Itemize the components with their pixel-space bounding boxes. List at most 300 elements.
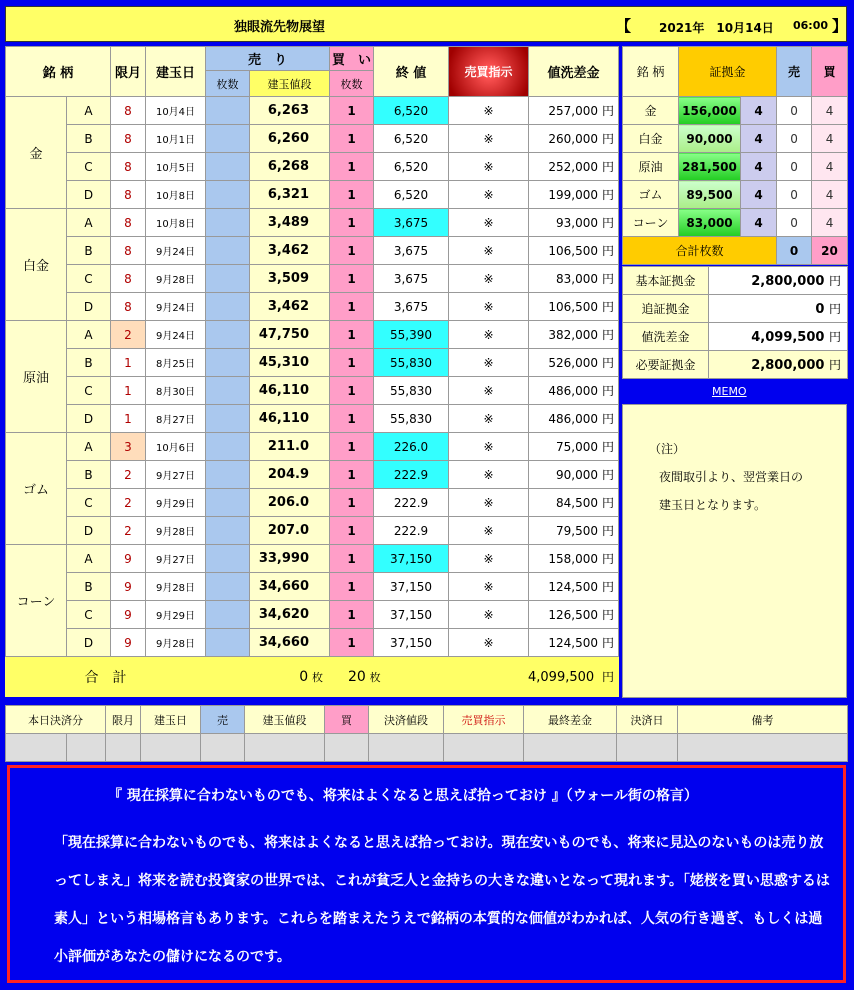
summary-row — [623, 153, 848, 181]
settle-col: 売 — [201, 706, 245, 734]
page-title: 独眼流先物展望 — [234, 20, 326, 35]
sell-qty — [206, 405, 250, 433]
summary-total-sell: 0 — [777, 237, 812, 265]
signal-mark: ※ — [449, 433, 529, 461]
settle-col: 建玉値段 — [245, 706, 325, 734]
pnl-cell — [529, 321, 619, 349]
pnl-value: 124,500 — [548, 580, 598, 594]
yen-unit: 円 — [602, 580, 615, 594]
summary-row — [623, 209, 848, 237]
yen-unit: 円 — [602, 524, 615, 538]
sell-qty — [206, 265, 250, 293]
sell-qty — [206, 433, 250, 461]
yen-unit: 円 — [828, 330, 841, 344]
fund-label: 基本証拠金 — [623, 267, 709, 295]
buy-qty: 1 — [330, 237, 374, 265]
total-sell-value: 0 — [299, 668, 309, 685]
position-price: 3,462 — [250, 237, 330, 265]
close-price: 3,675 — [374, 209, 449, 237]
summary-lots: 4 — [741, 97, 777, 125]
summary-buy: 4 — [812, 181, 848, 209]
position-date: 9月28日 — [146, 629, 206, 657]
pnl-value: 382,000 — [548, 328, 598, 342]
sell-qty — [206, 209, 250, 237]
fund-row — [623, 351, 848, 379]
fund-row — [623, 267, 848, 295]
buy-qty: 1 — [330, 349, 374, 377]
signal-mark: ※ — [449, 377, 529, 405]
quote-body: 「現在採算に合わないものでも、将来はよくなると思えば拾っておけ。現在安いものでも、将来に見込のないものは売り放ってしまえ」将来を読む投資家の世界では、これが貧乏人と金持ちの大きな違いとなって現れます。「姥桜を買い思惑するは素人」という相場格言もあります。これらを踏まえたうえで銘柄の本質的な価値がわかれば、人気の行き過ぎ、もしくは過小評価があなたの儲けになるのです。 — [54, 835, 830, 965]
sell-qty — [206, 601, 250, 629]
close-price: 55,830 — [374, 349, 449, 377]
commodity-name: コーン — [6, 545, 67, 657]
close-price: 37,150 — [374, 545, 449, 573]
fund-label: 追証拠金 — [623, 295, 709, 323]
summary-margin: 83,000 — [679, 209, 741, 237]
quote-box — [7, 765, 846, 983]
buy-qty: 1 — [330, 601, 374, 629]
pnl-value: 486,000 — [548, 384, 598, 398]
memo-line-2: 夜間取引より、翌営業日の — [659, 470, 804, 484]
fund-row — [623, 295, 848, 323]
signal-mark: ※ — [449, 489, 529, 517]
table-row — [6, 181, 619, 209]
buy-qty: 1 — [330, 489, 374, 517]
sell-qty — [206, 125, 250, 153]
settle-empty-cell — [141, 734, 201, 762]
pnl-cell — [529, 265, 619, 293]
row-label: D — [67, 293, 111, 321]
sell-qty — [206, 153, 250, 181]
settle-empty-cell — [325, 734, 369, 762]
settle-col: 売買指示 — [444, 706, 524, 734]
summary-name: 金 — [623, 97, 679, 125]
funds-table — [622, 266, 848, 379]
summary-sell: 0 — [777, 153, 812, 181]
pnl-cell — [529, 237, 619, 265]
buy-qty: 1 — [330, 293, 374, 321]
buy-qty: 1 — [330, 517, 374, 545]
settle-col: 備考 — [678, 706, 848, 734]
position-price: 207.0 — [250, 517, 330, 545]
position-date: 10月5日 — [146, 153, 206, 181]
commodity-name: 白金 — [6, 209, 67, 321]
buy-qty: 1 — [330, 97, 374, 125]
yen-unit: 円 — [602, 412, 615, 426]
yen-unit: 円 — [602, 608, 615, 622]
summary-lots: 4 — [741, 181, 777, 209]
position-date: 8月25日 — [146, 349, 206, 377]
buy-qty: 1 — [330, 181, 374, 209]
signal-mark: ※ — [449, 461, 529, 489]
yen-unit: 円 — [602, 132, 615, 146]
settlement-table — [5, 705, 848, 762]
position-date: 9月28日 — [146, 517, 206, 545]
row-label: A — [67, 209, 111, 237]
close-price: 6,520 — [374, 181, 449, 209]
contract-month: 8 — [111, 181, 146, 209]
summary-buy: 4 — [812, 153, 848, 181]
position-price: 3,509 — [250, 265, 330, 293]
row-label: A — [67, 433, 111, 461]
settle-empty-cell — [245, 734, 325, 762]
buy-qty: 1 — [330, 573, 374, 601]
row-label: D — [67, 629, 111, 657]
settle-col: 決済値段 — [369, 706, 444, 734]
col-tategyokubi: 建玉日 — [146, 47, 206, 97]
position-price: 206.0 — [250, 489, 330, 517]
pnl-value: 93,000 — [556, 216, 598, 230]
position-price: 6,268 — [250, 153, 330, 181]
sell-qty — [206, 181, 250, 209]
summary-name: 原油 — [623, 153, 679, 181]
table-row — [6, 349, 619, 377]
header-date: 2021年 10月14日 — [659, 21, 774, 35]
summary-col-buy: 買 — [812, 47, 848, 97]
table-row — [6, 573, 619, 601]
buy-qty: 1 — [330, 405, 374, 433]
settle-empty-cell — [6, 734, 67, 762]
settle-col: 限月 — [106, 706, 141, 734]
pnl-cell — [529, 209, 619, 237]
pnl-value: 126,500 — [548, 608, 598, 622]
sell-qty — [206, 573, 250, 601]
contract-month: 2 — [111, 489, 146, 517]
buy-qty: 1 — [330, 125, 374, 153]
table-row — [6, 153, 619, 181]
position-price: 3,462 — [250, 293, 330, 321]
position-price: 6,321 — [250, 181, 330, 209]
summary-col-sell: 売 — [777, 47, 812, 97]
commodity-name: 原油 — [6, 321, 67, 433]
yen-unit: 円 — [602, 300, 615, 314]
pnl-cell — [529, 377, 619, 405]
yen-unit: 円 — [602, 356, 615, 370]
row-label: B — [67, 349, 111, 377]
yen-unit: 円 — [602, 384, 615, 398]
sell-qty — [206, 349, 250, 377]
bracket-left: 【 — [616, 17, 632, 35]
signal-mark: ※ — [449, 209, 529, 237]
sell-qty — [206, 293, 250, 321]
position-date: 9月24日 — [146, 293, 206, 321]
sell-qty — [206, 545, 250, 573]
contract-month: 2 — [111, 321, 146, 349]
row-label: A — [67, 321, 111, 349]
position-price: 211.0 — [250, 433, 330, 461]
close-price: 6,520 — [374, 153, 449, 181]
total-sell-unit: 枚 — [312, 670, 324, 684]
position-date: 10月6日 — [146, 433, 206, 461]
sell-qty — [206, 629, 250, 657]
table-row — [6, 545, 619, 573]
settle-empty-cell — [524, 734, 617, 762]
col-close: 終 値 — [374, 47, 449, 97]
row-label: B — [67, 461, 111, 489]
buy-qty: 1 — [330, 377, 374, 405]
quote-title: 『 現在採算に合わないものでも、将来はよくなると思えば拾っておけ 』（ウォール街の格言） — [108, 788, 698, 804]
table-row — [6, 377, 619, 405]
settle-empty-cell — [67, 734, 106, 762]
settle-col: 最終差金 — [524, 706, 617, 734]
yen-unit: 円 — [828, 274, 841, 288]
col-price: 建玉値段 — [250, 71, 330, 97]
settle-empty-cell — [106, 734, 141, 762]
buy-qty: 1 — [330, 629, 374, 657]
summary-sell: 0 — [777, 181, 812, 209]
position-price: 47,750 — [250, 321, 330, 349]
position-price: 6,263 — [250, 97, 330, 125]
signal-mark: ※ — [449, 321, 529, 349]
fund-value: 2,800,000 — [751, 274, 825, 289]
row-label: B — [67, 237, 111, 265]
table-row — [6, 433, 619, 461]
commodity-name: ゴム — [6, 433, 67, 545]
position-date: 9月28日 — [146, 265, 206, 293]
signal-mark: ※ — [449, 97, 529, 125]
signal-mark: ※ — [449, 265, 529, 293]
memo-box — [622, 404, 847, 698]
summary-total-buy: 20 — [812, 237, 848, 265]
summary-buy: 4 — [812, 209, 848, 237]
table-row — [6, 237, 619, 265]
col-buy: 買 い — [330, 47, 374, 71]
yen-unit: 円 — [602, 496, 615, 510]
position-date: 8月27日 — [146, 405, 206, 433]
table-row — [6, 405, 619, 433]
row-label: B — [67, 573, 111, 601]
pnl-value: 257,000 — [548, 104, 598, 118]
yen-unit: 円 — [602, 188, 615, 202]
pnl-value: 83,000 — [556, 272, 598, 286]
sell-qty — [206, 517, 250, 545]
summary-margin: 281,500 — [679, 153, 741, 181]
sell-qty — [206, 489, 250, 517]
summary-total-label: 合計枚数 — [623, 237, 777, 265]
buy-qty: 1 — [330, 545, 374, 573]
settle-empty-cell — [617, 734, 678, 762]
pnl-value: 526,000 — [548, 356, 598, 370]
yen-unit: 円 — [828, 358, 841, 372]
sell-qty — [206, 97, 250, 125]
close-price: 37,150 — [374, 601, 449, 629]
summary-lots: 4 — [741, 153, 777, 181]
summary-name: コーン — [623, 209, 679, 237]
pnl-value: 486,000 — [548, 412, 598, 426]
close-price: 3,675 — [374, 265, 449, 293]
row-label: D — [67, 181, 111, 209]
total-pnl — [449, 657, 619, 697]
contract-month: 8 — [111, 237, 146, 265]
pnl-cell — [529, 97, 619, 125]
row-label: A — [67, 545, 111, 573]
pnl-value: 75,000 — [556, 440, 598, 454]
settle-col: 買 — [325, 706, 369, 734]
summary-row — [623, 125, 848, 153]
pnl-value: 158,000 — [548, 552, 598, 566]
memo-line-3: 建玉日となります。 — [659, 498, 767, 512]
fund-value-cell — [709, 351, 848, 379]
pnl-value: 252,000 — [548, 160, 598, 174]
yen-unit: 円 — [602, 468, 615, 482]
position-date: 8月30日 — [146, 377, 206, 405]
summary-sell: 0 — [777, 125, 812, 153]
contract-month: 9 — [111, 601, 146, 629]
total-sell — [206, 657, 330, 697]
pnl-cell — [529, 461, 619, 489]
yen-unit: 円 — [602, 636, 615, 650]
signal-mark: ※ — [449, 349, 529, 377]
col-gengetsu: 限月 — [111, 47, 146, 97]
position-price: 6,260 — [250, 125, 330, 153]
summary-col-meigara: 銘 柄 — [623, 47, 679, 97]
settle-empty-cell — [201, 734, 245, 762]
settle-empty-cell — [369, 734, 444, 762]
row-label: D — [67, 517, 111, 545]
summary-row — [623, 97, 848, 125]
close-price: 226.0 — [374, 433, 449, 461]
contract-month: 3 — [111, 433, 146, 461]
buy-qty: 1 — [330, 153, 374, 181]
summary-row — [623, 181, 848, 209]
pnl-value: 199,000 — [548, 188, 598, 202]
fund-value-cell — [709, 323, 848, 351]
position-price: 34,660 — [250, 629, 330, 657]
signal-mark: ※ — [449, 601, 529, 629]
summary-name: 白金 — [623, 125, 679, 153]
pnl-value: 90,000 — [556, 468, 598, 482]
yen-unit: 円 — [602, 328, 615, 342]
position-price: 34,620 — [250, 601, 330, 629]
buy-qty: 1 — [330, 265, 374, 293]
yen-unit: 円 — [602, 160, 615, 174]
row-label: C — [67, 265, 111, 293]
summary-buy: 4 — [812, 125, 848, 153]
col-buy-qty: 枚数 — [330, 71, 374, 97]
close-price: 222.9 — [374, 489, 449, 517]
yen-unit: 円 — [828, 302, 841, 316]
memo-link[interactable]: MEMO — [712, 385, 747, 398]
pnl-value: 79,500 — [556, 524, 598, 538]
summary-sell: 0 — [777, 97, 812, 125]
signal-mark: ※ — [449, 153, 529, 181]
total-pnl-value: 4,099,500 — [528, 670, 595, 685]
settle-col: 決済日 — [617, 706, 678, 734]
buy-qty: 1 — [330, 321, 374, 349]
pnl-cell — [529, 545, 619, 573]
summary-buy: 4 — [812, 97, 848, 125]
buy-qty: 1 — [330, 433, 374, 461]
table-row — [6, 125, 619, 153]
contract-month: 1 — [111, 377, 146, 405]
position-date: 10月8日 — [146, 209, 206, 237]
position-date: 9月29日 — [146, 489, 206, 517]
pnl-value: 106,500 — [548, 300, 598, 314]
row-label: C — [67, 489, 111, 517]
sell-qty — [206, 321, 250, 349]
yen-unit: 円 — [602, 104, 615, 118]
summary-lots: 4 — [741, 125, 777, 153]
contract-month: 8 — [111, 265, 146, 293]
table-row — [6, 265, 619, 293]
fund-row — [623, 323, 848, 351]
close-price: 3,675 — [374, 237, 449, 265]
close-price: 55,390 — [374, 321, 449, 349]
position-price: 33,990 — [250, 545, 330, 573]
pnl-cell — [529, 293, 619, 321]
pnl-value: 106,500 — [548, 244, 598, 258]
signal-mark: ※ — [449, 181, 529, 209]
close-price: 6,520 — [374, 125, 449, 153]
position-price: 45,310 — [250, 349, 330, 377]
yen-unit: 円 — [602, 216, 615, 230]
position-date: 9月27日 — [146, 461, 206, 489]
yen-unit: 円 — [602, 272, 615, 286]
pnl-cell — [529, 601, 619, 629]
summary-lots: 4 — [741, 209, 777, 237]
table-row — [6, 209, 619, 237]
yen-unit: 円 — [602, 244, 615, 258]
summary-margin: 90,000 — [679, 125, 741, 153]
table-row — [6, 601, 619, 629]
col-sell-qty: 枚数 — [206, 71, 250, 97]
fund-value-cell — [709, 295, 848, 323]
pnl-cell — [529, 489, 619, 517]
row-label: B — [67, 125, 111, 153]
row-label: C — [67, 153, 111, 181]
settle-empty-cell — [444, 734, 524, 762]
yen-unit: 円 — [602, 552, 615, 566]
summary-sell: 0 — [777, 209, 812, 237]
position-date: 9月24日 — [146, 237, 206, 265]
fund-value-cell — [709, 267, 848, 295]
col-sell: 売 り — [206, 47, 330, 71]
buy-qty: 1 — [330, 461, 374, 489]
col-meigara: 銘 柄 — [6, 47, 111, 97]
summary-total-row — [623, 237, 848, 265]
pnl-cell — [529, 573, 619, 601]
row-label: A — [67, 97, 111, 125]
summary-name: ゴム — [623, 181, 679, 209]
fund-label: 値洗差金 — [623, 323, 709, 351]
signal-mark: ※ — [449, 573, 529, 601]
buy-qty: 1 — [330, 209, 374, 237]
col-signal: 売買指示 — [449, 47, 529, 97]
contract-month: 8 — [111, 153, 146, 181]
total-label: 合 計 — [6, 657, 206, 697]
position-price: 34,660 — [250, 573, 330, 601]
fund-value: 2,800,000 — [751, 358, 825, 373]
sell-qty — [206, 377, 250, 405]
pnl-cell — [529, 517, 619, 545]
close-price: 3,675 — [374, 293, 449, 321]
pnl-value: 124,500 — [548, 636, 598, 650]
position-price: 46,110 — [250, 405, 330, 433]
header-bar — [5, 6, 847, 42]
contract-month: 9 — [111, 629, 146, 657]
contract-month: 8 — [111, 293, 146, 321]
yen-unit: 円 — [602, 670, 615, 684]
pnl-cell — [529, 349, 619, 377]
pnl-cell — [529, 629, 619, 657]
total-buy-value: 20 — [348, 668, 366, 685]
contract-month: 9 — [111, 573, 146, 601]
contract-month: 2 — [111, 517, 146, 545]
summary-col-margin: 証拠金 — [679, 47, 777, 97]
yen-unit: 円 — [602, 440, 615, 454]
table-row — [6, 293, 619, 321]
total-buy-unit: 枚 — [369, 670, 381, 684]
